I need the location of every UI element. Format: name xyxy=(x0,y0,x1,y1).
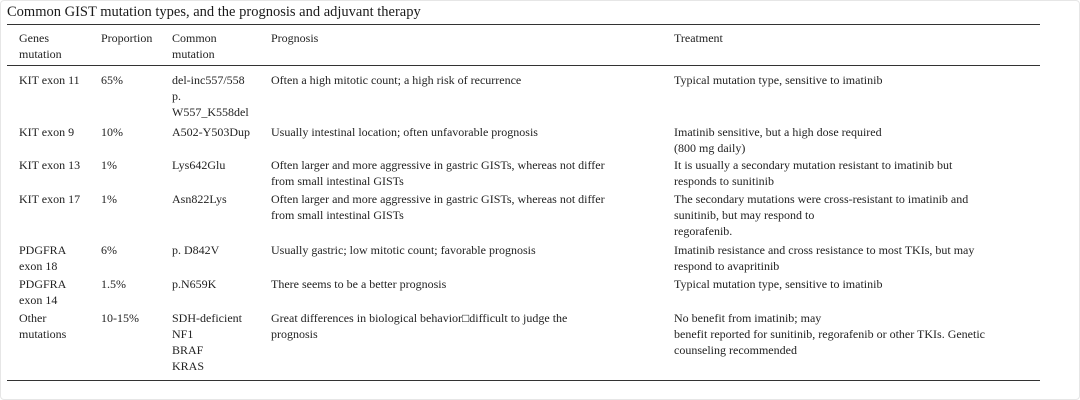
row-7-gene: Other mutations xyxy=(19,311,67,341)
row-4-mutation: Asn822Lys xyxy=(172,192,227,206)
row-2-mutation: A502-Y503Dup xyxy=(172,125,250,139)
row-7-mutation: SDH-deficient NF1 BRAF KRAS xyxy=(172,311,242,373)
row-3-prognosis: Often larger and more aggressive in gastric GISTs, whereas not differ from small intestinal GISTs xyxy=(271,158,605,188)
table-header-rule xyxy=(7,65,1040,66)
row-4-gene: KIT exon 17 xyxy=(19,192,81,206)
row-3-proportion: 1% xyxy=(101,158,117,172)
header-genes-mutation: Genes mutation xyxy=(19,31,62,61)
header-common-mutation: Common mutation xyxy=(172,31,217,61)
row-7-prognosis: Great differences in biological behavior□difficult to judge the prognosis xyxy=(271,311,568,341)
row-6-gene: PDGFRA exon 14 xyxy=(19,277,67,307)
row-4-proportion: 1% xyxy=(101,192,117,206)
row-2-proportion: 10% xyxy=(101,125,123,139)
header-treatment: Treatment xyxy=(674,31,723,45)
row-1-treatment: Typical mutation type, sensitive to imatinib xyxy=(674,73,883,87)
row-7-proportion: 10-15% xyxy=(101,311,139,325)
row-5-prognosis: Usually gastric; low mitotic count; favorable prognosis xyxy=(271,243,536,257)
row-2-gene: KIT exon 9 xyxy=(19,125,75,139)
row-4-treatment: The secondary mutations were cross-resistant to imatinib and sunitinib, but may respond to regorafenib. xyxy=(674,192,969,238)
row-6-proportion: 1.5% xyxy=(101,277,126,291)
row-5-gene: PDGFRA exon 18 xyxy=(19,243,67,273)
table-top-rule xyxy=(7,24,1040,25)
row-2-prognosis: Usually intestinal location; often unfavorable prognosis xyxy=(271,125,538,139)
row-6-treatment: Typical mutation type, sensitive to imatinib xyxy=(674,277,883,291)
row-5-treatment: Imatinib resistance and cross resistance to most TKIs, but may respond to avapritinib xyxy=(674,243,975,273)
row-3-mutation: Lys642Glu xyxy=(172,158,226,172)
row-2-treatment: Imatinib sensitive, but a high dose required (800 mg daily) xyxy=(674,125,882,155)
row-5-mutation: p. D842V xyxy=(172,243,220,257)
row-1-proportion: 65% xyxy=(101,73,123,87)
row-1-prognosis: Often a high mitotic count; a high risk of recurrence xyxy=(271,73,522,87)
header-prognosis: Prognosis xyxy=(271,31,319,45)
header-proportion: Proportion xyxy=(101,31,153,45)
row-3-treatment: It is usually a secondary mutation resistant to imatinib but responds to sunitinib xyxy=(674,158,953,188)
table-bottom-rule xyxy=(7,380,1040,381)
row-4-prognosis: Often larger and more aggressive in gastric GISTs, whereas not differ from small intestinal GISTs xyxy=(271,192,605,222)
row-3-gene: KIT exon 13 xyxy=(19,158,81,172)
row-6-prognosis: There seems to be a better prognosis xyxy=(271,277,447,291)
table-caption: Common GIST mutation types, and the prognosis and adjuvant therapy xyxy=(7,4,421,20)
row-6-mutation: p.N659K xyxy=(172,277,217,291)
row-7-treatment: No benefit from imatinib; may benefit reported for sunitinib, regorafenib or other TKIs. Genetic counseling recommended xyxy=(674,311,986,357)
row-1-mutation: del-inc557/558 p. W557_K558del xyxy=(172,73,249,119)
row-1-gene: KIT exon 11 xyxy=(19,73,80,87)
row-5-proportion: 6% xyxy=(101,243,117,257)
